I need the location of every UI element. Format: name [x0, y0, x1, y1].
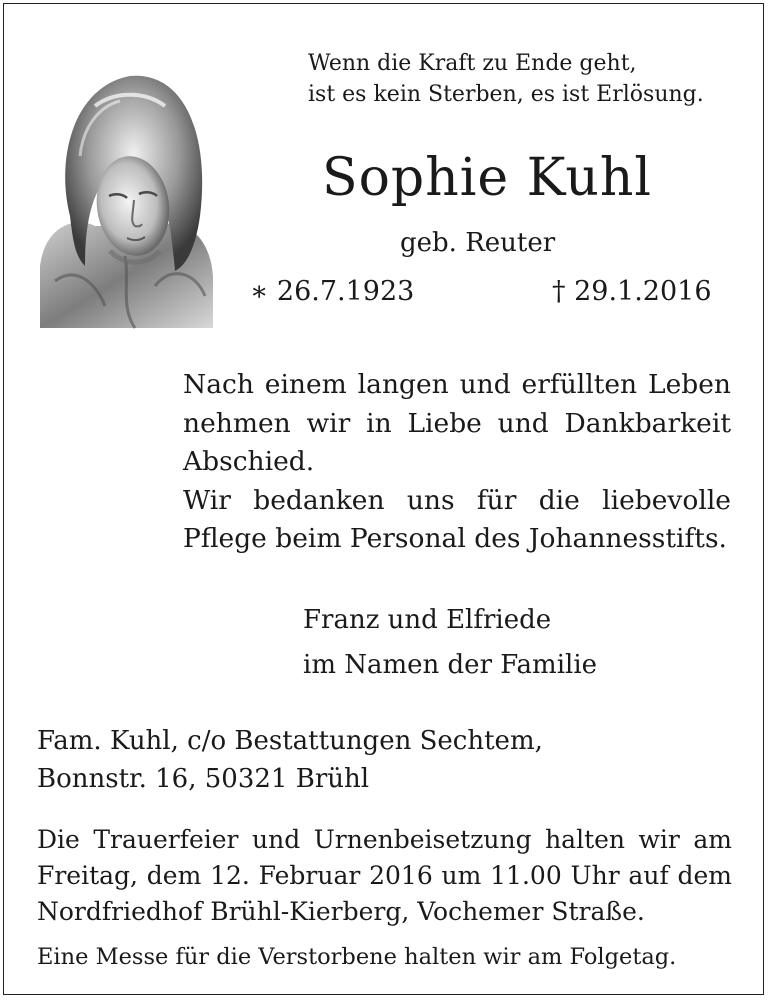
ceremony-line: Freitag, dem 12. Februar 2016 um 11.00 Uhr auf dem	[37, 861, 732, 890]
mass-notice: Eine Messe für die Verstorbene halten wir am Folgetag.	[37, 944, 677, 970]
farewell-line: Pflege beim Personal des Johannesstifts.	[183, 523, 727, 554]
contact-address	[37, 722, 543, 798]
madonna-portrait-icon	[35, 66, 215, 336]
farewell-line: Nach einem langen und erfüllten Leben	[183, 369, 731, 400]
farewell-text	[183, 366, 731, 559]
deceased-name: Sophie Kuhl	[322, 148, 652, 208]
motto-quote	[308, 48, 704, 110]
farewell-line: Abschied.	[183, 446, 315, 477]
signature-line: Franz und Elfriede	[303, 605, 552, 635]
ceremony-line: Die Trauerfeier und Urnenbeisetzung halten wir am	[37, 825, 732, 854]
funeral-details	[37, 822, 732, 930]
ceremony-line: Nordfriedhof Brühl-Kierberg, Vochemer Straße.	[37, 897, 645, 926]
address-line: Fam. Kuhl, c/o Bestattungen Sechtem,	[37, 726, 543, 756]
address-line: Bonnstr. 16, 50321 Brühl	[37, 764, 370, 794]
birth-date: ∗ 26.7.1923	[250, 276, 415, 307]
farewell-line: nehmen wir in Liebe und Dankbarkeit	[183, 407, 731, 439]
farewell-line: Wir bedanken uns für die liebevolle	[183, 484, 731, 516]
motto-line: Wenn die Kraft zu Ende geht,	[308, 51, 637, 76]
family-signature	[303, 598, 597, 688]
motto-line: ist es kein Sterben, es ist Erlösung.	[308, 82, 704, 107]
signature-line: im Namen der Familie	[303, 650, 598, 680]
death-date: † 29.1.2016	[552, 276, 712, 307]
maiden-name: geb. Reuter	[400, 228, 556, 258]
